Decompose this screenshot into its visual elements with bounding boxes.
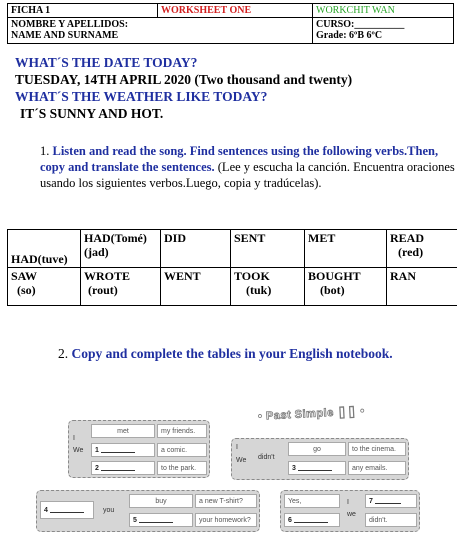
subject-label: We [73, 447, 84, 454]
verb-cell: WENT [161, 268, 231, 306]
object-cell: any emails. [348, 461, 406, 475]
verb-cell: BOUGHT (bot) [305, 268, 387, 306]
answer-blank-2[interactable]: 2 [91, 461, 155, 475]
grammar-table-question [36, 490, 260, 532]
name-label-es: NOMBRE Y APELLIDOS: [11, 19, 129, 30]
verb-cell: SAW (so) [8, 268, 81, 306]
answer-blank-5[interactable]: 5 [129, 513, 193, 527]
object-cell: to the park. [157, 461, 207, 475]
course-field[interactable] [313, 18, 454, 44]
ficha-label: FICHA 1 [8, 4, 158, 18]
workchit-title: WORKCHIT WAN [313, 4, 454, 18]
negative-cell: didn't. [365, 513, 417, 527]
subject-label: you [103, 507, 115, 514]
object-cell: my friends. [157, 424, 207, 438]
course-label: CURSO:__________ [316, 19, 405, 30]
grammar-table-affirmative [68, 420, 210, 478]
grade-label: Grade: 6ºB 6ºC [316, 30, 383, 41]
object-cell: your homework? [195, 513, 257, 527]
verb-cell: MET [305, 230, 387, 268]
verb-cell: TOOK (tuk) [231, 268, 305, 306]
verb-cell: met [91, 424, 155, 438]
grammar-title: • Past Simple ❚❚ • [257, 405, 365, 423]
verb-cell: WROTE (rout) [81, 268, 161, 306]
task2-text: Copy and complete the tables in your English notebook. [71, 346, 393, 361]
answer-blank-4[interactable]: 4 [40, 501, 94, 519]
subject-label: I [73, 435, 75, 442]
yes-cell: Yes, [284, 494, 340, 508]
answer-blank-1[interactable]: 1 [91, 443, 155, 457]
name-label-en: NAME AND SURNAME [11, 30, 119, 41]
verb-cell: DID [161, 230, 231, 268]
subject-label: we [347, 511, 356, 518]
verb-cell: HAD(Tomé) (jad) [81, 230, 161, 268]
verb-cell: READ (red) [387, 230, 457, 268]
negative-label: didn't [258, 454, 275, 461]
name-field[interactable] [8, 18, 313, 44]
object-cell: to the cinema. [348, 442, 406, 456]
task1-number: 1. [40, 144, 50, 158]
date-question: WHAT´S THE DATE TODAY? [15, 55, 198, 70]
answer-blank-6[interactable]: 6 [284, 513, 340, 527]
weather-question: WHAT´S THE WEATHER LIKE TODAY? [15, 89, 268, 104]
task2-number: 2. [58, 346, 69, 361]
date-answer: TUESDAY, 14TH APRIL 2020 (Two thousand and twenty) [15, 72, 353, 87]
verb-cell: RAN [387, 268, 457, 306]
subject-label: I [236, 444, 238, 451]
answer-blank-3[interactable]: 3 [288, 461, 346, 475]
task1-bold-text: Listen and read the song. Find sentences using the following verbs.Then, copy and translate the sentences. [40, 144, 439, 174]
subject-label: I [347, 499, 349, 506]
task2-instructions [58, 345, 418, 363]
verb-cell: SENT [231, 230, 305, 268]
object-cell: a comic. [157, 443, 207, 457]
task1-spanish-text: (Lee y escucha la canción. Encuentra oraciones usando los siguientes verbos.Luego, copia y tradúcelas). [40, 160, 455, 190]
grammar-table-negative [231, 438, 409, 480]
grammar-table-short-answers [280, 490, 420, 532]
verb-cell: go [288, 442, 346, 456]
verbs-table [7, 229, 457, 306]
verb-cell: buy [129, 494, 193, 508]
subject-label: We [236, 457, 247, 464]
object-cell: a new T-shirt? [195, 494, 257, 508]
answer-blank-7[interactable]: 7 [365, 494, 417, 508]
verb-cell: HAD(tuve) [8, 230, 81, 268]
task1-instructions [40, 143, 455, 191]
worksheet-title: WORKSHEET ONE [158, 4, 313, 18]
header-table [7, 3, 454, 44]
weather-answer: IT´S SUNNY AND HOT. [20, 106, 164, 121]
